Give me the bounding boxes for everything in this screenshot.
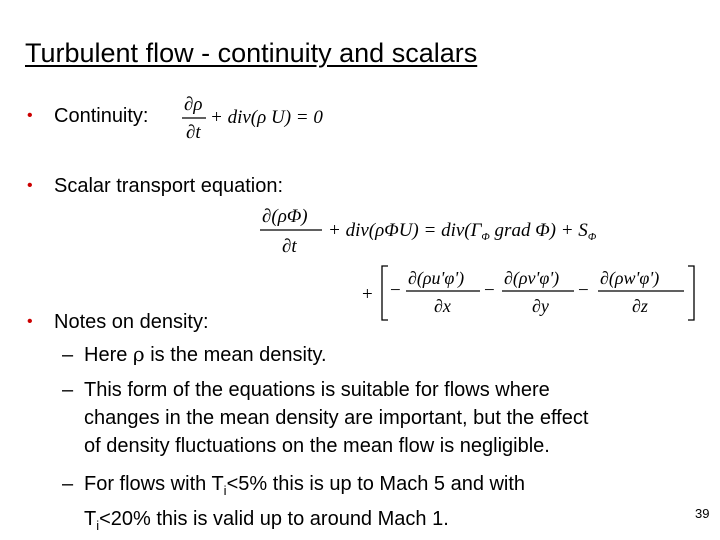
scalar-numerator: ∂(ρΦ) bbox=[262, 206, 308, 227]
term1-denominator: ∂x bbox=[434, 296, 451, 316]
scalar-rest: + $div(\rho\Phi U) = div(\Gamma_\Phi$ grad $\Phi) + S_\Phi$ bbox=[328, 220, 597, 243]
scalar-denominator: ∂t bbox=[282, 236, 297, 257]
turb-minus-1: − bbox=[390, 280, 401, 301]
bullet-continuity bbox=[27, 105, 149, 128]
term2-denominator: ∂y bbox=[532, 296, 549, 316]
bullet-continuity-label: Continuity: bbox=[54, 105, 149, 127]
slide-title: Turbulent flow - continuity and scalars bbox=[25, 38, 478, 68]
bullet-dot: • bbox=[27, 313, 33, 330]
continuity-numerator: ∂ρ bbox=[184, 94, 203, 115]
slide-number: 39 bbox=[695, 506, 710, 521]
turb-minus-2: − bbox=[484, 280, 495, 301]
dash: – bbox=[62, 344, 74, 366]
rho-symbol: ρ bbox=[132, 342, 145, 366]
continuity-rest: + div(ρ U) = 0 bbox=[210, 107, 323, 128]
left-bracket bbox=[382, 266, 388, 320]
note-mean-density: – Here ρ is the mean density. bbox=[62, 340, 327, 369]
right-bracket bbox=[688, 266, 694, 320]
term3-denominator: ∂z bbox=[632, 296, 648, 316]
bullet-dot: • bbox=[27, 177, 33, 194]
turb-plus: + bbox=[362, 284, 373, 305]
scalar-transport-equation bbox=[258, 200, 648, 260]
bullet-notes-label: Notes on density: bbox=[54, 311, 209, 333]
dash: – bbox=[62, 473, 74, 495]
term1-numerator: ∂(ρu'φ') bbox=[408, 268, 465, 288]
note-mach-limits: – For flows with $T_i<5\%$ this is up to Mach 5 and with $T_i<20\%$ this is valid up to around Mach 1. bbox=[62, 470, 525, 540]
bullet-scalar-label: Scalar transport equation: bbox=[54, 175, 284, 197]
turbulent-flux-terms bbox=[360, 262, 700, 326]
term2-numerator: ∂(ρv'φ') bbox=[504, 268, 560, 288]
term3-numerator: ∂(ρw'φ') bbox=[600, 268, 660, 288]
continuity-denominator: ∂t bbox=[186, 122, 201, 143]
continuity-equation bbox=[178, 88, 358, 148]
turb-minus-3: − bbox=[578, 280, 589, 301]
dash: – bbox=[62, 379, 74, 401]
bullet-dot: • bbox=[27, 107, 33, 124]
note-equation-form: – This form of the equations is suitable for flows where changes in the mean density are important, but the effect of density fluctuations on the mean flow is negligible. bbox=[62, 376, 588, 460]
bullet-notes bbox=[27, 311, 209, 334]
bullet-scalar-transport bbox=[27, 175, 283, 198]
